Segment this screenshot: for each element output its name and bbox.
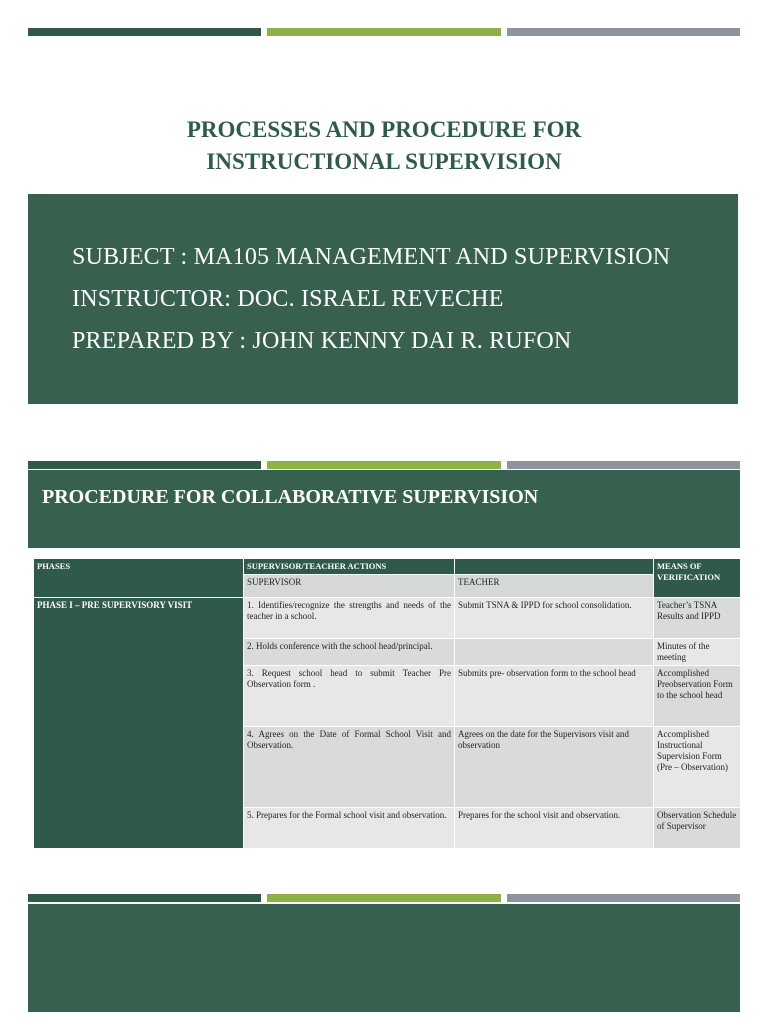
table-cell-supervisor: 3. Request school head to submit Teacher Pre Observation form . (244, 666, 454, 726)
table-cell-teacher (455, 639, 653, 665)
table-cell-means: Accomplished Instructional Supervision Form (Pre – Observation) (654, 727, 740, 807)
phase-label: PHASE I – PRE SUPERVISORY VISIT (34, 598, 243, 848)
slide-title: PROCESSES AND PROCEDURE FOR INSTRUCTIONAL SUPERVISION (186, 117, 582, 174)
table-cell-teacher: Submit TSNA & IPPD for school consolidation. (455, 598, 653, 638)
header-phases: PHASES (34, 559, 243, 597)
table-cell-teacher: Agrees on the date for the Supervisors visit and observation (455, 727, 653, 807)
table-cell-means: Teacher’s TSNA Results and IPPD (654, 598, 740, 638)
section-header (28, 470, 740, 548)
header-supervisor: SUPERVISOR (244, 575, 454, 597)
header-actions-blank (455, 559, 653, 574)
table-cell-supervisor: 2. Holds conference with the school head/principal. (244, 639, 454, 665)
header-actions: SUPERVISOR/TEACHER ACTIONS (244, 559, 454, 574)
table-cell-teacher: Prepares for the school visit and observation. (455, 808, 653, 848)
subject-line: SUBJECT : MA105 MANAGEMENT AND SUPERVISION (72, 244, 671, 270)
title-info-box (28, 194, 738, 404)
accent-stripe (28, 461, 740, 469)
header-teacher: TEACHER (455, 575, 653, 597)
table-cell-means: Minutes of the meeting (654, 639, 740, 665)
section-title: PROCEDURE FOR COLLABORATIVE SUPERVISION (42, 486, 539, 508)
instructor-line: INSTRUCTOR: DOC. ISRAEL REVECHE (72, 286, 504, 312)
table-cell-supervisor: 5. Prepares for the Formal school visit and observation. (244, 808, 454, 848)
accent-stripe (28, 28, 740, 36)
prepared-by-line: PREPARED BY : JOHN KENNY DAI R. RUFON (72, 328, 572, 354)
table-cell-means: Accomplished Preobservation Form to the school head (654, 666, 740, 726)
procedure-table (33, 558, 741, 849)
slide-content-box (28, 904, 740, 1012)
table-cell-supervisor: 4. Agrees on the Date of Formal School Visit and Observation. (244, 727, 454, 807)
table-cell-supervisor: 1. Identifies/recognize the strengths and needs of the teacher in a school. (244, 598, 454, 638)
table-cell-means: Observation Schedule of Supervisor (654, 808, 740, 848)
header-means: MEANS OF VERIFICATION (654, 559, 740, 597)
table-cell-teacher: Submits pre- observation form to the school head (455, 666, 653, 726)
accent-stripe (28, 894, 740, 902)
